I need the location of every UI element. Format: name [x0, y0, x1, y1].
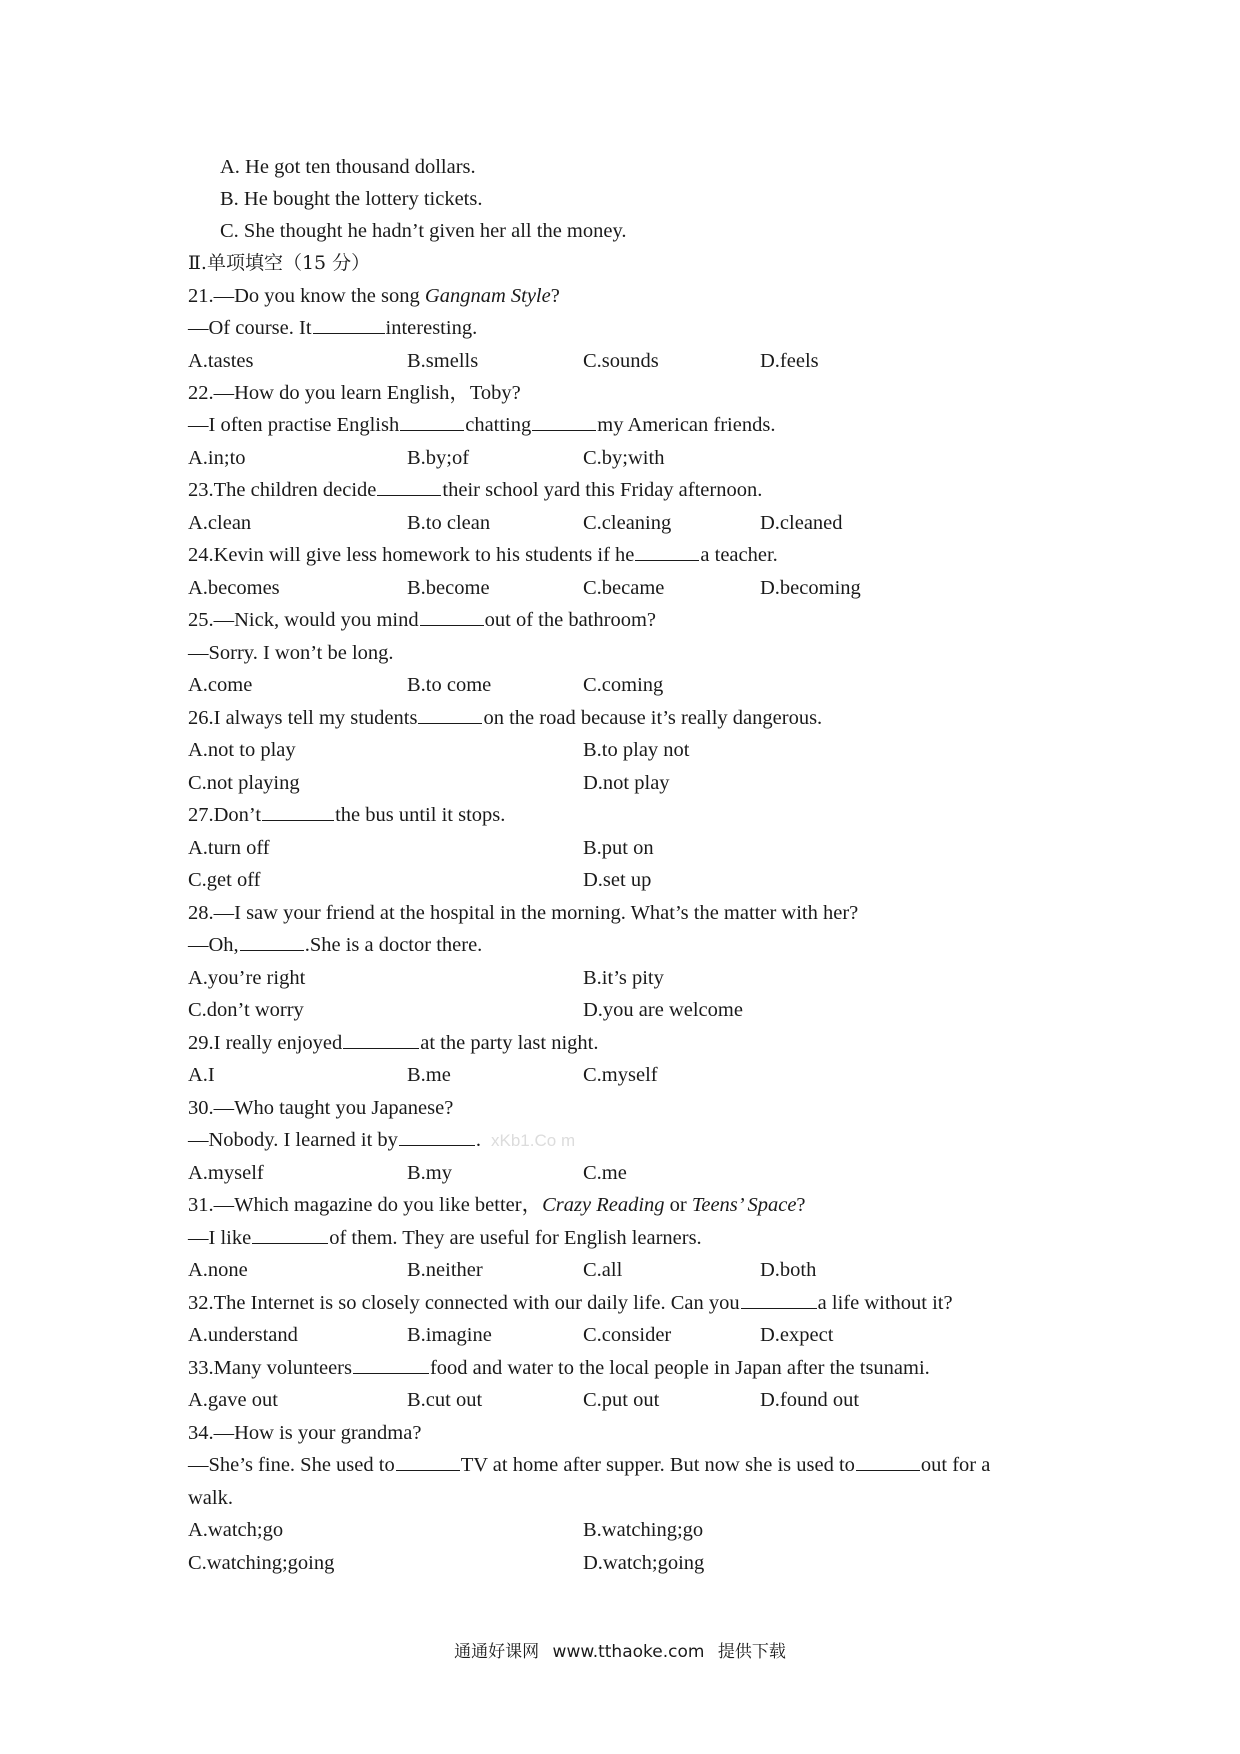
q24-option-b: B.become: [407, 577, 490, 599]
q23-option-c: C.cleaning: [583, 512, 672, 534]
q22-stem: 22.—How do you learn English，Toby?: [188, 382, 521, 404]
q23-option-d: D.cleaned: [760, 512, 843, 534]
q28-text-end: .She is a doctor there.: [304, 934, 483, 956]
q31-magazine-1: Crazy Reading: [542, 1194, 665, 1216]
q27-blank: [262, 803, 334, 821]
q31-option-c: C.all: [583, 1259, 623, 1281]
q25-text-end: out of the bathroom?: [484, 609, 656, 631]
q22-text-mid: chatting: [465, 414, 532, 436]
q26-text-end: on the road because it’s really dangerous.: [483, 707, 823, 729]
q21-option-a: A.tastes: [188, 350, 254, 372]
q29-text: 29.I really enjoyed: [188, 1032, 343, 1054]
q34-text-end: out for a: [920, 1454, 991, 1476]
q21-option-b: B.smells: [407, 350, 479, 372]
q34-stem: 34.—How is your grandma?: [188, 1422, 422, 1444]
q24-option-c: C.became: [583, 577, 665, 599]
q21-stem: [188, 284, 560, 308]
q28-option-d: D.you are welcome: [583, 999, 743, 1021]
q24-option-d: D.becoming: [760, 577, 861, 599]
q30-option-a: A.myself: [188, 1162, 264, 1184]
q28-text: —Oh,: [188, 934, 239, 956]
q21-answer-text: —Of course. It: [188, 317, 312, 339]
q27-text: 27.Don’t: [188, 804, 262, 826]
q32-option-a: A.understand: [188, 1324, 298, 1346]
q31-text-or: or: [664, 1194, 692, 1216]
q31-magazine-2: Teens’ Space: [691, 1194, 797, 1216]
q21-text: 21.—Do you know the song: [188, 285, 425, 307]
prev-option-b: B. He bought the lottery tickets.: [220, 188, 483, 210]
q25-option-c: C.coming: [583, 674, 664, 696]
q34-text: —She’s fine. She used to: [188, 1454, 395, 1476]
q33-option-a: A.gave out: [188, 1389, 278, 1411]
page-footer: [0, 1637, 1240, 1662]
q23-stem: [188, 478, 762, 502]
q27-text-end: the bus until it stops.: [335, 804, 506, 826]
q30-option-b: B.my: [407, 1162, 452, 1184]
prev-option-a: A. He got ten thousand dollars.: [220, 156, 476, 178]
q21-text-end: ?: [550, 285, 560, 307]
prev-option-c: C. She thought he hadn’t given her all the money.: [220, 220, 627, 242]
q31-reply-text-end: of them. They are useful for English learners.: [329, 1227, 702, 1249]
q33-option-d: D.found out: [760, 1389, 860, 1411]
q32-stem: [188, 1291, 953, 1315]
q25-option-b: B.to come: [407, 674, 492, 696]
q25-option-a: A.come: [188, 674, 253, 696]
q33-stem: [188, 1356, 930, 1380]
q33-blank: [353, 1356, 429, 1374]
q23-blank: [377, 478, 441, 496]
q28-reply: [188, 933, 482, 957]
q32-option-b: B.imagine: [407, 1324, 492, 1346]
q27-option-a: A.turn off: [188, 837, 270, 859]
q30-option-c: C.me: [583, 1162, 627, 1184]
q32-option-c: C.consider: [583, 1324, 672, 1346]
q29-stem: [188, 1031, 598, 1055]
q26-option-b: B.to play not: [583, 739, 690, 761]
q21-option-c: C.sounds: [583, 350, 659, 372]
q25-blank: [420, 608, 484, 626]
q31-blank: [252, 1226, 328, 1244]
q34-option-b: B.watching;go: [583, 1519, 704, 1541]
footer-download-note: 提供下载: [717, 1642, 786, 1662]
q30-blank: [399, 1128, 475, 1146]
q23-option-a: A.clean: [188, 512, 252, 534]
q24-text-end: a teacher.: [700, 544, 778, 566]
q24-stem: [188, 543, 778, 567]
q30-reply: [188, 1128, 575, 1153]
q31-reply: [188, 1226, 702, 1250]
q34-option-d: D.watch;going: [583, 1552, 705, 1574]
q21-blank: [313, 316, 385, 334]
q21-answer-line: [188, 316, 477, 340]
watermark-text: xKb1.Co m: [491, 1131, 576, 1150]
q26-option-d: D.not play: [583, 772, 670, 794]
q21-option-d: D.feels: [760, 350, 819, 372]
q22-text: —I often practise English: [188, 414, 400, 436]
q29-option-b: B.me: [407, 1064, 451, 1086]
q29-option-c: C.myself: [583, 1064, 658, 1086]
section-title: Ⅱ.单项填空（15 分）: [188, 252, 371, 274]
q32-blank: [741, 1291, 817, 1309]
q28-option-b: B.it’s pity: [583, 967, 664, 989]
q31-stem: [188, 1193, 806, 1217]
q22-option-a: A.in;to: [188, 447, 246, 469]
q33-text-end: food and water to the local people in Japan after the tsunami.: [429, 1357, 930, 1379]
q30-text-end: .: [475, 1129, 482, 1151]
q31-reply-text: —I like: [188, 1227, 252, 1249]
q23-text-end: their school yard this Friday afternoon.: [442, 479, 763, 501]
q28-stem: 28.—I saw your friend at the hospital in the morning. What’s the matter with her?: [188, 902, 859, 924]
q28-option-c: C.don’t worry: [188, 999, 304, 1021]
q32-text-end: a life without it?: [817, 1292, 953, 1314]
q21-answer-text-end: interesting.: [385, 317, 478, 339]
q21-song-title: Gangnam Style: [424, 285, 551, 307]
q26-blank: [418, 706, 482, 724]
q27-option-d: D.set up: [583, 869, 652, 891]
q31-option-b: B.neither: [407, 1259, 483, 1281]
q29-option-a: A.I: [188, 1064, 215, 1086]
q34-option-a: A.watch;go: [188, 1519, 284, 1541]
q29-blank: [343, 1031, 419, 1049]
q22-option-c: C.by;with: [583, 447, 665, 469]
q32-option-d: D.expect: [760, 1324, 834, 1346]
q23-option-b: B.to clean: [407, 512, 491, 534]
footer-url-link[interactable]: www.tthaoke.com: [552, 1642, 705, 1662]
q26-text: 26.I always tell my students: [188, 707, 418, 729]
q28-option-a: A.you’re right: [188, 967, 306, 989]
q26-option-a: A.not to play: [188, 739, 296, 761]
q34-reply-wrap: walk.: [188, 1487, 233, 1509]
footer-site-name: 通通好课网: [454, 1642, 540, 1662]
q30-stem: 30.—Who taught you Japanese?: [188, 1097, 454, 1119]
q34-blank-2: [856, 1453, 920, 1471]
q33-option-b: B.cut out: [407, 1389, 483, 1411]
q29-text-end: at the party last night.: [420, 1032, 599, 1054]
q27-option-c: C.get off: [188, 869, 261, 891]
q27-option-b: B.put on: [583, 837, 654, 859]
q31-text: 31.—Which magazine do you like better，: [188, 1194, 543, 1216]
q22-answer-line: [188, 413, 775, 437]
q24-option-a: A.becomes: [188, 577, 280, 599]
q26-option-c: C.not playing: [188, 772, 300, 794]
q25-stem: [188, 608, 656, 632]
q30-text: —Nobody. I learned it by: [188, 1129, 398, 1151]
q22-option-b: B.by;of: [407, 447, 470, 469]
q34-text-mid: TV at home after supper. But now she is used to: [460, 1454, 855, 1476]
q22-blank-1: [400, 413, 464, 431]
q22-blank-2: [532, 413, 596, 431]
q31-text-end: ?: [796, 1194, 806, 1216]
q24-text: 24.Kevin will give less homework to his students if he: [188, 544, 635, 566]
q32-text: 32.The Internet is so closely connected with our daily life. Can you: [188, 1292, 740, 1314]
q25-reply: —Sorry. I won’t be long.: [188, 642, 394, 664]
q25-text: 25.—Nick, would you mind: [188, 609, 419, 631]
q34-blank-1: [396, 1453, 460, 1471]
q22-text-end: my American friends.: [597, 414, 776, 436]
q33-option-c: C.put out: [583, 1389, 660, 1411]
q27-stem: [188, 803, 505, 827]
q33-text: 33.Many volunteers: [188, 1357, 352, 1379]
q34-option-c: C.watching;going: [188, 1552, 335, 1574]
q34-reply: [188, 1453, 990, 1477]
q26-stem: [188, 706, 822, 730]
q23-text: 23.The children decide: [188, 479, 377, 501]
q31-option-a: A.none: [188, 1259, 248, 1281]
q28-blank: [240, 933, 304, 951]
q31-option-d: D.both: [760, 1259, 817, 1281]
q24-blank: [635, 543, 699, 561]
